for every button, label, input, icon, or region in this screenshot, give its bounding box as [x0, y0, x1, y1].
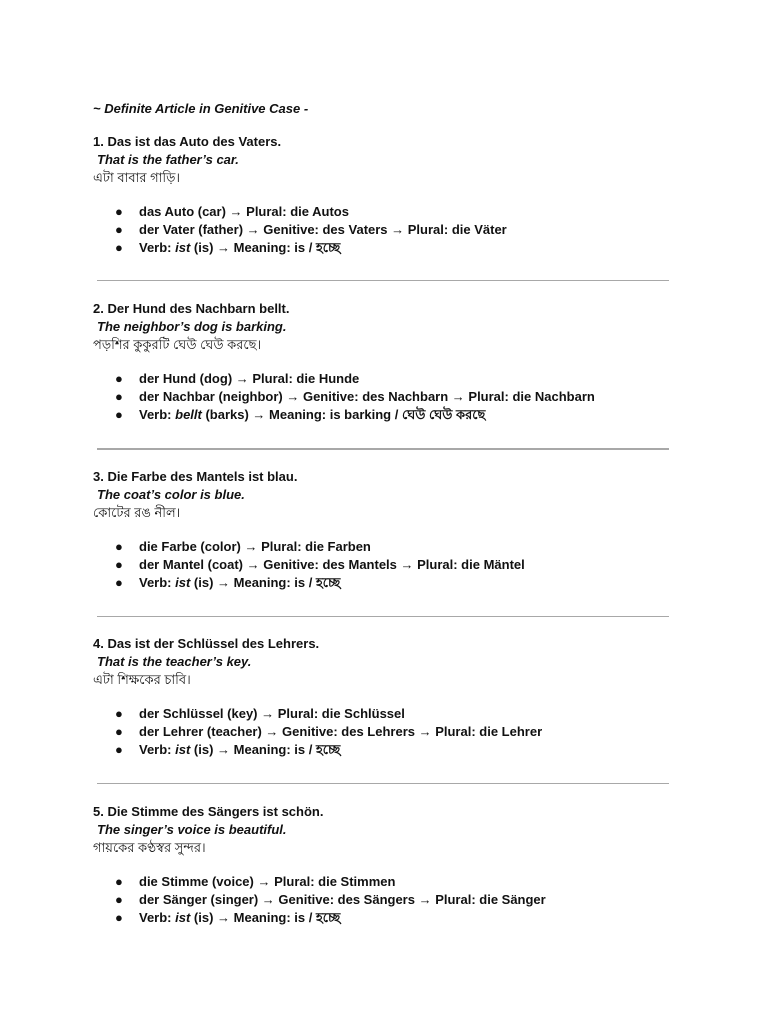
- verb-meaning: (is) → Meaning: is / হচ্ছে: [190, 575, 341, 590]
- bullet-icon: ●: [115, 539, 123, 554]
- verb-prefix: Verb:: [139, 742, 176, 757]
- vocab-list: [93, 873, 673, 927]
- bullet-icon: ●: [115, 204, 123, 219]
- list-item: [93, 705, 673, 723]
- noun-entry: die Stimme (voice) → Plural: die Stimmen: [139, 874, 396, 889]
- list-item: [93, 370, 673, 388]
- list-item: [93, 723, 673, 741]
- example-section-3: [93, 468, 673, 592]
- section-divider: [97, 280, 669, 281]
- list-item: [93, 203, 673, 221]
- example-section-2: [93, 300, 673, 424]
- vocab-list: [93, 538, 673, 592]
- english-translation: That is the father’s car.: [97, 152, 239, 167]
- bullet-icon: ●: [115, 742, 123, 757]
- german-sentence: 3. Die Farbe des Mantels ist blau.: [93, 469, 298, 484]
- bullet-icon: ●: [115, 222, 123, 237]
- english-translation: That is the teacher’s key.: [97, 654, 252, 669]
- bullet-icon: ●: [115, 892, 123, 907]
- noun-entry: das Auto (car) → Plural: die Autos: [139, 204, 349, 219]
- bullet-icon: ●: [115, 389, 123, 404]
- verb-word: ist: [175, 240, 191, 255]
- list-item: [93, 221, 673, 239]
- bullet-icon: ●: [115, 874, 123, 889]
- verb-word: ist: [175, 575, 191, 590]
- section-divider: [97, 616, 669, 617]
- german-sentence: 5. Die Stimme des Sängers ist schön.: [93, 804, 324, 819]
- list-item: [93, 741, 673, 759]
- list-item: [93, 574, 673, 592]
- vocab-list: [93, 370, 673, 424]
- noun-entry: der Vater (father) → Genitive: des Vaters → Plural: die Väter: [139, 222, 507, 237]
- english-translation: The singer’s voice is beautiful.: [97, 822, 287, 837]
- verb-meaning: (is) → Meaning: is / হচ্ছে: [190, 742, 341, 757]
- german-sentence: 4. Das ist der Schlüssel des Lehrers.: [93, 636, 320, 651]
- vocab-list: [93, 203, 673, 257]
- german-sentence: 1. Das ist das Auto des Vaters.: [93, 134, 282, 149]
- bullet-icon: ●: [115, 240, 123, 255]
- list-item: [93, 406, 673, 424]
- bangla-translation: গায়কের কণ্ঠস্বর সুন্দর।: [93, 840, 206, 855]
- noun-entry: der Mantel (coat) → Genitive: des Mantels → Plural: die Mäntel: [139, 557, 525, 572]
- bangla-translation: পড়শির কুকুরটি ঘেউ ঘেউ করছে।: [93, 337, 262, 352]
- bangla-translation: এটা বাবার গাড়ি।: [93, 170, 181, 185]
- noun-entry: die Farbe (color) → Plural: die Farben: [139, 539, 371, 554]
- verb-prefix: Verb:: [139, 407, 176, 422]
- verb-word: ist: [175, 742, 191, 757]
- verb-prefix: Verb:: [139, 910, 176, 925]
- noun-entry: der Lehrer (teacher) → Genitive: des Lehrers → Plural: die Lehrer: [139, 724, 543, 739]
- german-sentence: 2. Der Hund des Nachbarn bellt.: [93, 301, 290, 316]
- bullet-icon: ●: [115, 557, 123, 572]
- example-section-4: [93, 635, 673, 759]
- bullet-icon: ●: [115, 706, 123, 721]
- bullet-icon: ●: [115, 407, 123, 422]
- bangla-translation: কোটের রঙ নীল।: [93, 505, 181, 520]
- list-item: [93, 556, 673, 574]
- list-item: [93, 891, 673, 909]
- list-item: [93, 909, 673, 927]
- bullet-icon: ●: [115, 910, 123, 925]
- english-translation: The coat’s color is blue.: [97, 487, 245, 502]
- vocab-list: [93, 705, 673, 759]
- list-item: [93, 538, 673, 556]
- example-section-1: [93, 133, 673, 257]
- noun-entry: der Hund (dog) → Plural: die Hunde: [139, 371, 360, 386]
- verb-meaning: (is) → Meaning: is / হচ্ছে: [190, 910, 341, 925]
- verb-word: ist: [175, 910, 191, 925]
- english-translation: The neighbor’s dog is barking.: [97, 319, 287, 334]
- verb-meaning: (barks) → Meaning: is barking / ঘেউ ঘেউ করছে: [201, 407, 486, 422]
- verb-prefix: Verb:: [139, 575, 176, 590]
- page-title: ~ Definite Article in Genitive Case -: [93, 101, 309, 116]
- list-item: [93, 873, 673, 891]
- verb-prefix: Verb:: [139, 240, 176, 255]
- bullet-icon: ●: [115, 575, 123, 590]
- section-divider: [97, 783, 669, 784]
- noun-entry: der Nachbar (neighbor) → Genitive: des Nachbarn → Plural: die Nachbarn: [139, 389, 595, 404]
- noun-entry: der Schlüssel (key) → Plural: die Schlüssel: [139, 706, 405, 721]
- verb-meaning: (is) → Meaning: is / হচ্ছে: [190, 240, 341, 255]
- list-item: [93, 239, 673, 257]
- bullet-icon: ●: [115, 724, 123, 739]
- section-divider: [97, 448, 669, 450]
- list-item: [93, 388, 673, 406]
- bullet-icon: ●: [115, 371, 123, 386]
- bangla-translation: এটা শিক্ষকের চাবি।: [93, 672, 191, 687]
- noun-entry: der Sänger (singer) → Genitive: des Sängers → Plural: die Sänger: [139, 892, 546, 907]
- example-section-5: [93, 803, 673, 927]
- verb-word: bellt: [175, 407, 202, 422]
